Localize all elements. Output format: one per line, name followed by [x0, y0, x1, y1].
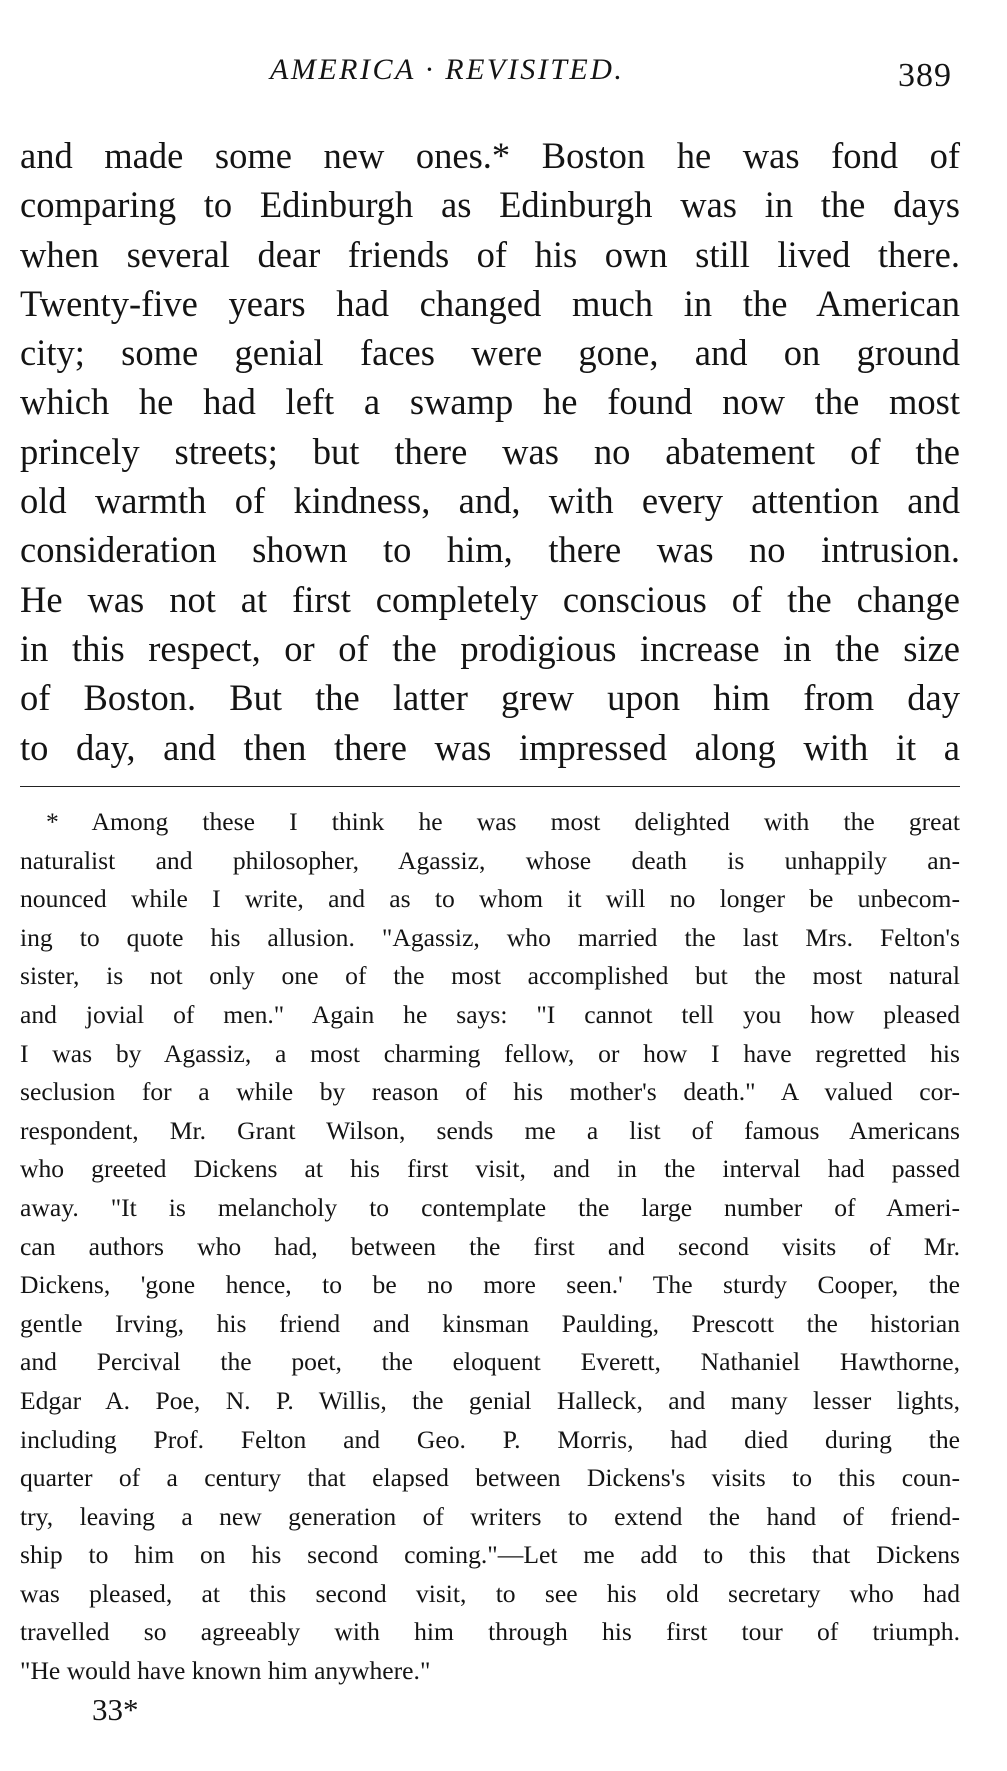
- footnote-line: try, leaving a new generation of writers to extend the hand of friend-: [20, 1501, 960, 1531]
- page-number: 389: [898, 57, 952, 94]
- footnote-line: nounced while I write, and as to whom it will no longer be unbecom-: [20, 884, 960, 914]
- footnote-line: respondent, Mr. Grant Wilson, sends me a list of famous Americans: [20, 1115, 960, 1145]
- footnote-line: Dickens, 'gone hence, to be no more seen.' The sturdy Cooper, the: [20, 1270, 960, 1300]
- footnote: [20, 803, 960, 1691]
- footnote-line: travelled so agreeably with him through his first tour of triumph.: [20, 1617, 960, 1647]
- footnote-line: gentle Irving, his friend and kinsman Paulding, Prescott the historian: [20, 1308, 960, 1338]
- footnote-line: naturalist and philosopher, Agassiz, whose death is unhappily an-: [20, 845, 960, 875]
- footnote-line: seclusion for a while by reason of his mother's death." A valued cor-: [20, 1077, 960, 1107]
- signature-mark: 33*: [92, 1692, 139, 1727]
- footnote-line: Edgar A. Poe, N. P. Willis, the genial Halleck, and many lesser lights,: [20, 1385, 960, 1415]
- footnote-line: was pleased, at this second visit, to see his old secretary who had: [20, 1578, 960, 1608]
- body-line: and made some new ones.* Boston he was fond of: [20, 135, 960, 176]
- footnote-line: including Prof. Felton and Geo. P. Morris, had died during the: [20, 1424, 960, 1454]
- body-line: which he had left a swamp he found now the most: [20, 381, 960, 423]
- footnote-line: "He would have known him anywhere.": [20, 1656, 431, 1686]
- footnote-line: ing to quote his allusion. "Agassiz, who married the last Mrs. Felton's: [20, 922, 960, 952]
- footnote-line: who greeted Dickens at his first visit, and in the interval had passed: [20, 1154, 960, 1184]
- body-line: to day, and then there was impressed along with it a: [20, 726, 960, 768]
- footnote-line: and jovial of men." Again he says: "I cannot tell you how pleased: [20, 999, 960, 1029]
- running-title: AMERICA · REVISITED.: [270, 53, 625, 86]
- footnote-divider: [20, 786, 960, 787]
- body-line: of Boston. But the latter grew upon him from day: [20, 677, 960, 719]
- body-line: princely streets; but there was no abatement of the: [20, 430, 960, 472]
- body-line: Twenty-five years had changed much in the American: [20, 282, 960, 324]
- footnote-line: away. "It is melancholy to contemplate the large number of Ameri-: [20, 1192, 960, 1222]
- running-head: [20, 50, 960, 100]
- book-page: [20, 0, 960, 1771]
- footnote-line: ship to him on his second coming."—Let me add to this that Dickens: [20, 1540, 960, 1570]
- body-text: [20, 131, 960, 772]
- footnote-line: I was by Agassiz, a most charming fellow, or how I have regretted his: [20, 1038, 960, 1068]
- body-line: old warmth of kindness, and, with every attention and: [20, 480, 960, 522]
- body-line: He was not at first completely conscious of the change: [20, 578, 960, 620]
- footnote-line: can authors who had, between the first and second visits of Mr.: [20, 1231, 960, 1261]
- body-line: comparing to Edinburgh as Edinburgh was in the days: [20, 184, 960, 226]
- footnote-line: sister, is not only one of the most accomplished but the most natural: [20, 961, 960, 991]
- footnote-line: and Percival the poet, the eloquent Everett, Nathaniel Hawthorne,: [20, 1347, 960, 1377]
- footnote-line: quarter of a century that elapsed between Dickens's visits to this coun-: [20, 1463, 960, 1493]
- body-line: consideration shown to him, there was no intrusion.: [20, 529, 960, 571]
- body-line: city; some genial faces were gone, and on ground: [20, 332, 960, 374]
- footnote-line: * Among these I think he was most delighted with the great: [46, 807, 960, 836]
- body-line: in this respect, or of the prodigious increase in the size: [20, 627, 960, 669]
- body-line: when several dear friends of his own still lived there.: [20, 233, 960, 275]
